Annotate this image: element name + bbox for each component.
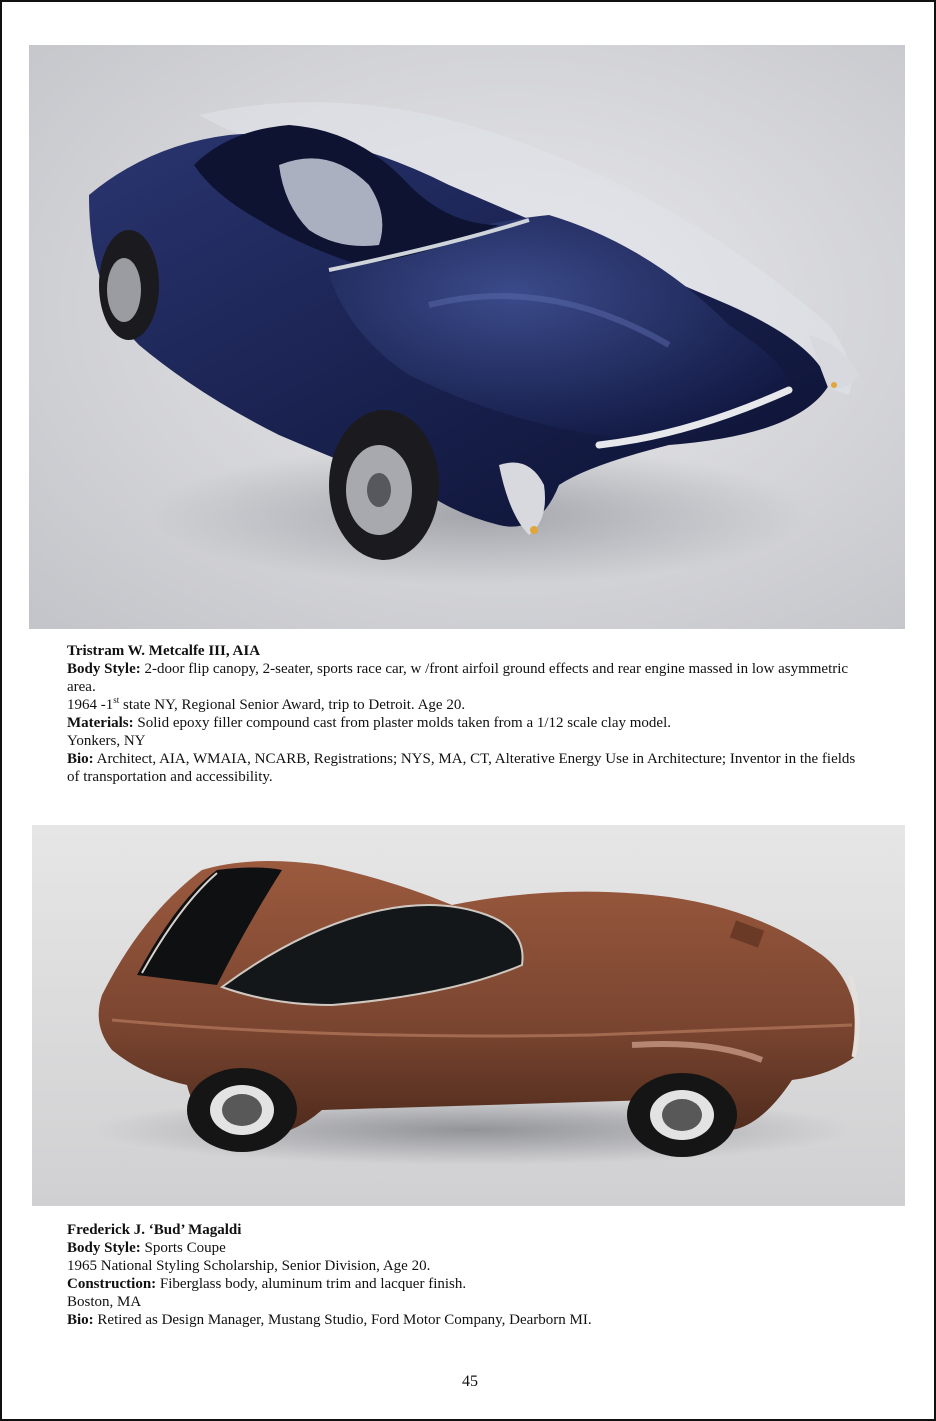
materials-value: Solid epoxy filler compound cast from plaster molds taken from a 1/12 scale clay model. [137, 715, 672, 731]
location: Yonkers, NY [67, 733, 146, 749]
caption-metcalfe [67, 642, 867, 786]
body-style-value: 2-door flip canopy, 2-seater, sports race car, w /front airfoil ground effects and rear engine massed in low asymmetric area. [67, 661, 849, 695]
car-photo-1 [29, 45, 905, 629]
construction-label: Construction: [67, 1276, 157, 1292]
materials-label: Materials: [67, 715, 134, 731]
body-style-label: Body Style: [67, 661, 141, 677]
bio-value: Retired as Design Manager, Mustang Studio, Ford Motor Company, Dearborn MI. [97, 1312, 592, 1328]
bio-label: Bio: [67, 751, 94, 767]
award-line: 1965 National Styling Scholarship, Senior Division, Age 20. [67, 1258, 431, 1274]
designer-name: Frederick J. ‘Bud’ Magaldi [67, 1222, 242, 1238]
caption-magaldi [67, 1221, 867, 1329]
construction-value: Fiberglass body, aluminum trim and lacquer finish. [159, 1276, 467, 1292]
award-line: 1964 -1st state NY, Regional Senior Award, trip to Detroit. Age 20. [67, 695, 466, 713]
location: Boston, MA [67, 1294, 142, 1310]
car-photo-2 [32, 825, 905, 1206]
bio-label: Bio: [67, 1312, 94, 1328]
body-style-label: Body Style: [67, 1240, 141, 1256]
designer-name: Tristram W. Metcalfe III, AIA [67, 643, 261, 659]
page-number: 45 [462, 1373, 478, 1390]
body-style-value: Sports Coupe [144, 1240, 226, 1256]
bio-value: Architect, AIA, WMAIA, NCARB, Registrations; NYS, MA, CT, Alterative Energy Use in Architecture; Inventor in the fields of transportation and accessibility. [67, 751, 856, 785]
